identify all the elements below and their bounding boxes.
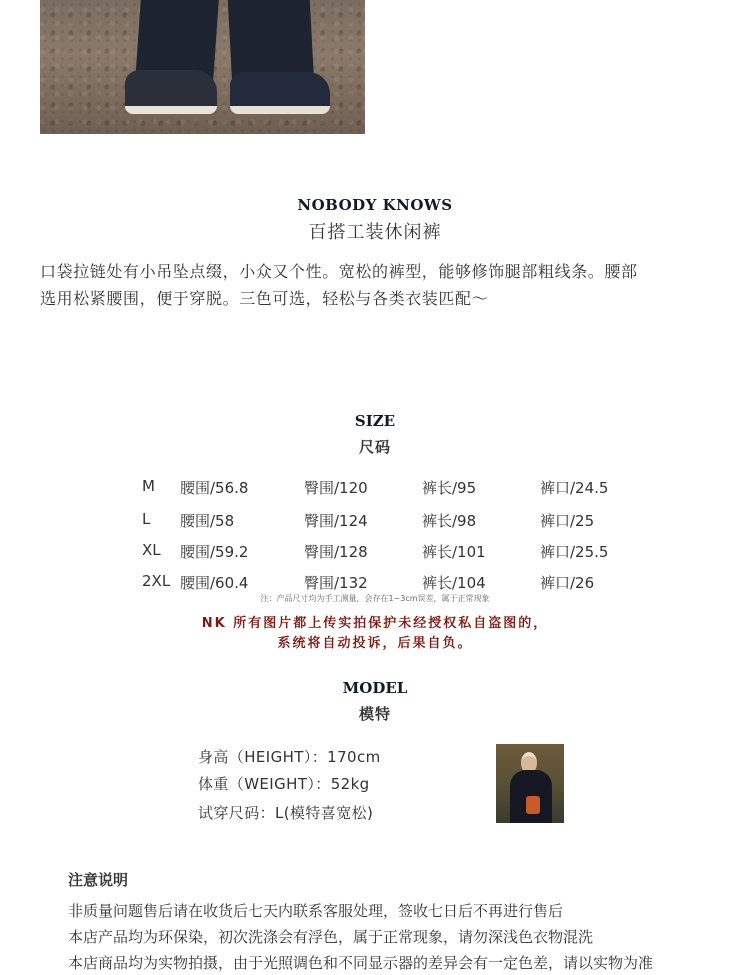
size-section-subtitle: 尺码	[358, 438, 391, 456]
model-photo	[496, 744, 564, 823]
hip-value: 臀围/120	[304, 479, 368, 497]
hip-value: 臀围/132	[304, 574, 368, 592]
waist-value: 腰围/58	[180, 512, 235, 530]
notice-line-3: 本店商品均为实物拍摄，由于光照调色和不同显示器的差异会有一定色差，请以实物为准	[68, 954, 654, 972]
size-label: 2XL	[142, 572, 171, 590]
hip-value: 臀围/124	[304, 512, 368, 530]
size-section-title: SIZE	[354, 412, 396, 430]
length-value: 裤长/98	[422, 512, 477, 530]
size-label: M	[142, 477, 155, 495]
length-value: 裤长/101	[422, 543, 486, 561]
hem-value: 裤口/25.5	[540, 543, 609, 561]
brand-title: NOBODY KNOWS	[297, 196, 453, 214]
product-description	[40, 258, 720, 312]
model-weight: 体重（WEIGHT）：52kg	[198, 775, 370, 793]
hip-value: 臀围/128	[304, 543, 368, 561]
size-label: L	[142, 510, 151, 528]
model-fit-size: 试穿尺码：L(模特喜宽松)	[198, 804, 374, 822]
notice-line-2: 本店产品均为环保染，初次洗涤会有浮色，属于正常现象，请勿深浅色衣物混洗	[68, 928, 594, 946]
copyright-warning-line-1: NK 所有图片都上传实拍保护未经授权私自盗图的，	[201, 616, 549, 631]
size-measurement-note: 注：产品尺寸均为手工测量，会存在1~3cm误差，属于正常现象	[260, 594, 490, 603]
model-section-title: MODEL	[342, 679, 408, 697]
hem-value: 裤口/24.5	[540, 479, 609, 497]
hem-value: 裤口/26	[540, 574, 595, 592]
notice-line-1: 非质量问题售后请在收货后七天内联系客服处理，签收七日后不再进行售后	[68, 902, 564, 920]
model-section-subtitle: 模特	[358, 705, 391, 723]
waist-value: 腰围/59.2	[180, 543, 249, 561]
model-bag	[526, 796, 540, 814]
size-row-xl	[0, 541, 750, 563]
size-label: XL	[142, 541, 161, 559]
notice-title: 注意说明	[68, 871, 129, 889]
waist-value: 腰围/56.8	[180, 479, 249, 497]
description-line-1: 口袋拉链处有小吊坠点缀，小众又个性。宽松的裤型，能够修饰腿部粗线条。腰部	[40, 262, 638, 281]
hem-value: 裤口/25	[540, 512, 595, 530]
length-value: 裤长/104	[422, 574, 486, 592]
size-row-2xl	[0, 572, 750, 594]
copyright-warning-line-2: 系统将自动投诉，后果自负。	[277, 636, 473, 651]
waist-value: 腰围/60.4	[180, 574, 249, 592]
left-trouser-leg	[135, 0, 219, 80]
left-sneaker	[125, 70, 217, 114]
right-sneaker	[230, 72, 330, 114]
product-photo-shoes	[40, 0, 365, 134]
length-value: 裤长/95	[422, 479, 477, 497]
product-name: 百搭工装休闲裤	[308, 222, 442, 243]
size-row-m	[0, 477, 750, 499]
size-row-l	[0, 510, 750, 532]
model-height: 身高（HEIGHT）：170cm	[198, 748, 381, 766]
description-line-2: 选用松紧腰围，便于穿脱。三色可选，轻松与各类衣装匹配～	[40, 289, 489, 308]
